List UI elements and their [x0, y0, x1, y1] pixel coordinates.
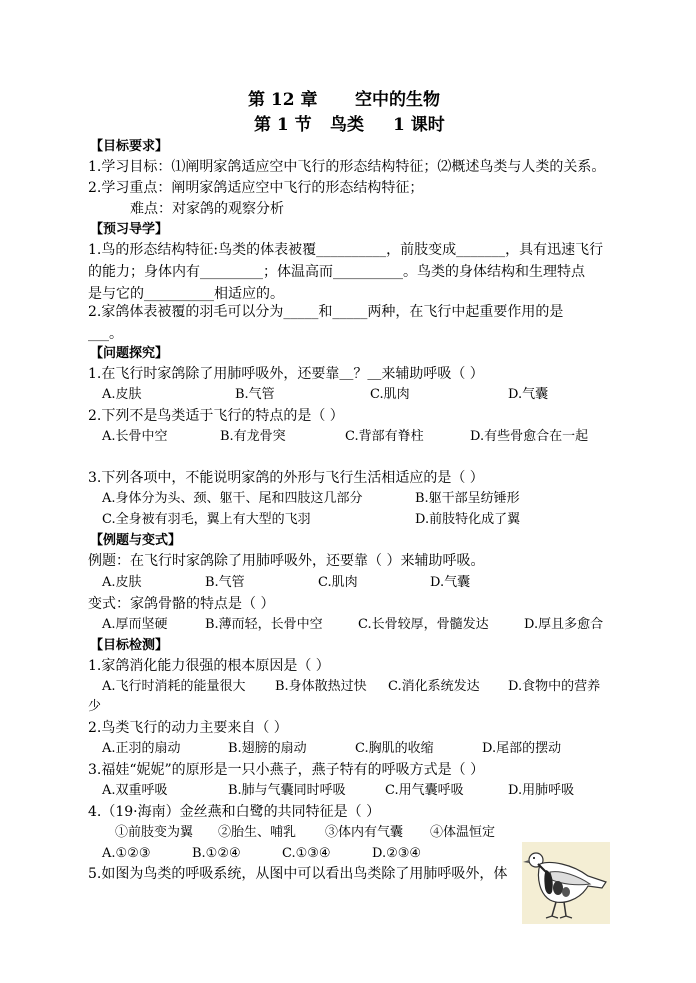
example-header: 【例题与变式】	[90, 533, 182, 548]
example-q2-option-b: B.薄而轻，长骨中空	[205, 617, 323, 632]
explore-q3-option-d: D.前肢特化成了翼	[415, 512, 521, 527]
explore-q2-option-a: A.长骨中空	[102, 429, 168, 444]
check-q4-option-b: B.①②④	[192, 846, 241, 861]
example-q2-option-a: A.厚而坚硬	[102, 617, 168, 632]
bird-icon	[522, 842, 610, 924]
check-q4-item-4: ④体温恒定	[430, 825, 496, 840]
check-q2-option-a: A.正羽的扇动	[102, 741, 181, 756]
check-question-2: 2.鸟类飞行的动力主要来自（ ）	[88, 720, 288, 736]
goals-line-1: 1.学习目标：⑴阐明家鸽适应空中飞行的形态结构特征；⑵概述鸟类与人类的关系。	[88, 159, 606, 175]
preview-line-4: 2.家鸽体表被覆的羽毛可以分为_____和_____两种，在飞行中起重要作用的是	[88, 304, 564, 320]
example-question-1: 例题：在飞行时家鸽除了用肺呼吸外，还要靠（ ）来辅助呼吸。	[88, 553, 485, 569]
check-q3-option-d: D.用肺呼吸	[508, 783, 575, 798]
explore-question-1: 1.在飞行时家鸽除了用肺呼吸外，还要靠＿？＿来辅助呼吸（ ）	[88, 366, 484, 382]
chapter-number: 第 12 章	[248, 90, 318, 110]
goals-header: 【目标要求】	[90, 139, 169, 154]
section-number: 第 1 节	[254, 115, 312, 135]
preview-line-3: 是与它的__________相适应的。	[88, 286, 284, 302]
preview-line-2: 的能力；身体内有_________；体温高而__________。鸟类的身体结构和生理特点	[88, 264, 585, 280]
goals-line-2: 2.学习重点：阐明家鸽适应空中飞行的形态结构特征；	[88, 180, 424, 196]
example-q2-option-d: D.厚且多愈合	[524, 617, 604, 632]
example-q1-option-b: B.气管	[205, 575, 245, 590]
bird-respiratory-figure	[522, 842, 610, 924]
check-q2-option-d: D.尾部的摆动	[482, 741, 562, 756]
check-q1-option-a: A.飞行时消耗的能量很大	[102, 679, 246, 694]
preview-line-5: ___。	[88, 326, 123, 342]
check-question-1: 1.家鸽消化能力很强的根本原因是（ ）	[88, 658, 330, 674]
explore-q1-option-c: C.肌肉	[370, 387, 410, 402]
explore-q2-option-b: B.有龙骨突	[220, 429, 286, 444]
explore-question-2: 2.下列不是鸟类适于飞行的特点的是（ ）	[88, 408, 344, 424]
example-q1-option-c: C.肌肉	[318, 575, 358, 590]
check-q4-item-2: ②胎生、哺乳	[218, 825, 297, 840]
explore-q2-option-d: D.有些骨愈合在一起	[470, 429, 589, 444]
lesson-count: 1 课时	[393, 115, 445, 135]
check-q1-option-d-continued: 少	[88, 699, 102, 714]
check-q4-option-a: A.①②③	[102, 846, 151, 861]
check-q1-option-d: D.食物中的营养	[508, 679, 601, 694]
example-question-2: 变式：家鸽骨骼的特点是（ ）	[88, 596, 275, 612]
explore-q1-option-b: B.气管	[235, 387, 275, 402]
check-q4-item-3: ③体内有气囊	[325, 825, 404, 840]
explore-header: 【问题探究】	[90, 346, 169, 361]
check-header: 【目标检测】	[90, 638, 169, 653]
example-q2-option-c: C.长骨较厚，骨髓发达	[358, 617, 489, 632]
example-q1-option-a: A.皮肤	[102, 575, 142, 590]
check-q3-option-c: C.用气囊呼吸	[385, 783, 464, 798]
goals-line-3: 难点：对家鸽的观察分析	[130, 201, 284, 217]
explore-q1-option-a: A.皮肤	[102, 387, 142, 402]
explore-q3-option-a: A.身体分为头、颈、躯干、尾和四肢这几部分	[102, 491, 363, 506]
check-question-3: 3.福娃“妮妮”的原形是一只小燕子，燕子特有的呼吸方式是（ ）	[88, 762, 485, 778]
check-q1-option-b: B.身体散热过快	[275, 679, 367, 694]
check-q4-item-1: ①前肢变为翼	[115, 825, 194, 840]
check-q2-option-b: B.翅膀的扇动	[228, 741, 307, 756]
check-question-4: 4.（19·海南）金丝燕和白鹭的共同特征是（ ）	[88, 804, 381, 820]
section-title: 鸟类	[330, 115, 364, 135]
chapter-title: 空中的生物	[355, 90, 440, 110]
explore-q3-option-c: C.全身被有羽毛，翼上有大型的飞羽	[102, 512, 311, 527]
explore-q3-option-b: B.躯干部呈纺锤形	[415, 491, 520, 506]
check-q4-option-d: D.②③④	[372, 846, 422, 861]
check-question-5: 5.如图为鸟类的呼吸系统，从图中可以看出鸟类除了用肺呼吸外，体	[88, 866, 508, 882]
check-q3-option-a: A.双重呼吸	[102, 783, 168, 798]
check-q2-option-c: C.胸肌的收缩	[355, 741, 434, 756]
explore-q2-option-c: C.背部有脊柱	[345, 429, 424, 444]
check-q4-option-c: C.①③④	[282, 846, 331, 861]
example-q1-option-d: D.气囊	[430, 575, 471, 590]
check-q3-option-b: B.肺与气囊同时呼吸	[228, 783, 346, 798]
preview-header: 【预习导学】	[90, 222, 169, 237]
preview-line-1: 1.鸟的形态结构特征:鸟类的体表被覆__________，前肢变成_______，具有迅速飞行	[88, 242, 604, 258]
explore-question-3: 3.下列各项中，不能说明家鸽的外形与飞行生活相适应的是（ ）	[88, 470, 484, 486]
explore-q1-option-d: D.气囊	[508, 387, 549, 402]
check-q1-option-c: C.消化系统发达	[388, 679, 480, 694]
